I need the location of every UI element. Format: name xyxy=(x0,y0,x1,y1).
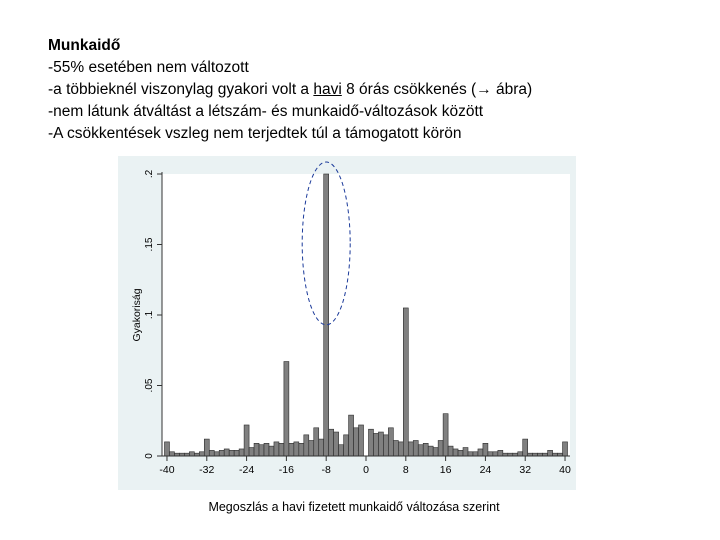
histogram-bar xyxy=(209,450,214,456)
histogram-bar xyxy=(269,446,274,456)
histogram-bar xyxy=(468,452,473,456)
bullet-reduction-text: -a többieknél viszonylag gyakori volt a xyxy=(48,81,314,98)
histogram-bar xyxy=(453,449,458,456)
histogram-bar xyxy=(199,452,204,456)
histogram-bar xyxy=(344,435,349,456)
x-tick-label: 8 xyxy=(402,464,409,476)
histogram-bar xyxy=(458,450,463,456)
histogram-bar xyxy=(563,442,568,456)
histogram-bar xyxy=(403,308,408,456)
y-tick-label: .1 xyxy=(144,310,155,320)
histogram-bar xyxy=(418,445,423,456)
bullet-no-tradeoff: -nem látunk átváltást a létszám- és munkaidő-változások között xyxy=(48,103,484,120)
histogram-bar xyxy=(373,433,378,456)
chart-caption: Megoszlás a havi fizetett munkaidő változása szerint xyxy=(208,500,500,514)
histogram-bar xyxy=(229,450,234,456)
histogram-bar xyxy=(254,443,259,456)
histogram-bar xyxy=(324,174,329,456)
histogram-bar xyxy=(413,440,418,456)
histogram-bar xyxy=(448,446,453,456)
bullet-reduction xyxy=(48,79,532,101)
histogram-bar xyxy=(234,450,239,456)
x-tick-label: 0 xyxy=(363,464,369,476)
bullet-unchanged: -55% esetében nem változott xyxy=(48,59,249,76)
histogram-bar xyxy=(164,442,169,456)
histogram-bar xyxy=(279,443,284,456)
x-tick-label: -40 xyxy=(159,464,175,476)
histogram-bar xyxy=(169,452,174,456)
histogram-bar xyxy=(383,435,388,456)
histogram-bar xyxy=(478,449,483,456)
histogram-bar xyxy=(244,425,249,456)
bullet-reduction-end: ábra) xyxy=(491,81,533,98)
histogram-bar xyxy=(349,415,354,456)
histogram-bar xyxy=(249,448,254,456)
histogram-bar xyxy=(289,443,294,456)
histogram-bar xyxy=(398,442,403,456)
histogram-bar xyxy=(428,446,433,456)
histogram-bar xyxy=(214,452,219,456)
histogram-bar xyxy=(548,450,553,456)
histogram-bar xyxy=(393,440,398,456)
y-tick-label: .15 xyxy=(144,237,155,252)
histogram-bar xyxy=(299,443,304,456)
histogram-bar xyxy=(284,362,289,456)
histogram-bar xyxy=(498,450,503,456)
histogram-bar xyxy=(219,450,224,456)
histogram-bar xyxy=(408,442,413,456)
histogram-bar xyxy=(204,439,209,456)
histogram-bar xyxy=(488,452,493,456)
y-tick-label: .2 xyxy=(144,169,155,179)
x-tick-label: 24 xyxy=(479,464,492,476)
histogram-bar xyxy=(259,445,264,456)
histogram-bar xyxy=(433,448,438,456)
slide-heading: Munkaidő xyxy=(48,37,121,54)
histogram-bar xyxy=(473,452,478,456)
histogram-bar xyxy=(294,442,299,456)
histogram-bar xyxy=(438,440,443,456)
bullet-reduction-text-2: 8 órás csökkenés ( xyxy=(341,81,477,98)
x-tick-label: 40 xyxy=(559,464,571,476)
y-tick-label: .05 xyxy=(144,378,155,393)
histogram-bar xyxy=(329,429,334,456)
histogram-bar xyxy=(189,452,194,456)
y-tick-label: 0 xyxy=(144,453,155,459)
x-tick-label: -8 xyxy=(321,464,331,476)
histogram-bar xyxy=(314,428,319,456)
histogram-bar xyxy=(483,443,488,456)
histogram-bar xyxy=(304,435,309,456)
histogram-bar xyxy=(423,443,428,456)
histogram-bar xyxy=(493,452,498,456)
histogram-bar xyxy=(274,442,279,456)
histogram-chart xyxy=(118,156,576,490)
slide-text xyxy=(48,35,532,145)
histogram-bar xyxy=(523,439,528,456)
histogram-bar xyxy=(339,445,344,456)
histogram-bar xyxy=(354,428,359,456)
histogram-bar xyxy=(518,452,523,456)
histogram-bar xyxy=(309,440,314,456)
x-tick-label: 32 xyxy=(519,464,532,476)
bullet-not-beyond-supported: -A csökkentések vszleg nem terjedtek túl a támogatott körön xyxy=(48,125,462,142)
bullet-reduction-underlined: havi xyxy=(313,81,342,98)
histogram-bar xyxy=(443,414,448,456)
plot-area xyxy=(162,174,570,456)
x-tick-label: -32 xyxy=(199,464,215,476)
chart-panel xyxy=(118,156,576,490)
x-tick-label: 16 xyxy=(439,464,452,476)
y-axis-title: Gyakoriság xyxy=(131,288,143,342)
histogram-bar xyxy=(224,449,229,456)
histogram-bar xyxy=(319,439,324,456)
histogram-bar xyxy=(368,429,373,456)
x-tick-label: -16 xyxy=(278,464,294,476)
histogram-bar xyxy=(463,448,468,456)
x-tick-label: -24 xyxy=(238,464,255,476)
arrow-right-icon: → xyxy=(476,81,492,98)
histogram-bar xyxy=(359,425,364,456)
histogram-bar xyxy=(388,428,393,456)
histogram-bar xyxy=(334,432,339,456)
histogram-bar xyxy=(378,432,383,456)
histogram-bar xyxy=(264,443,269,456)
histogram-bar xyxy=(239,449,244,456)
